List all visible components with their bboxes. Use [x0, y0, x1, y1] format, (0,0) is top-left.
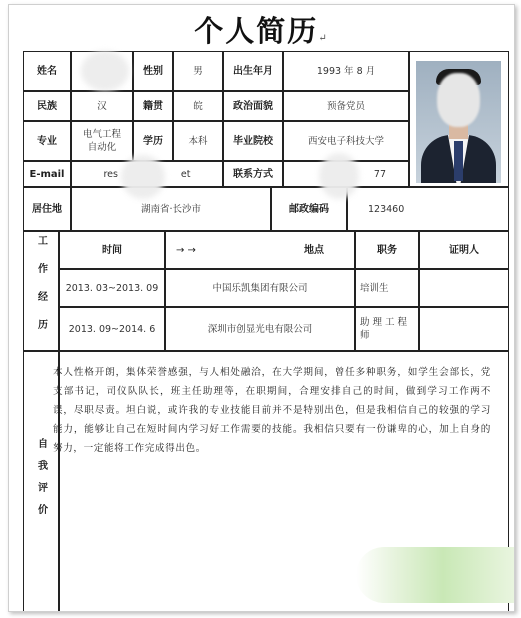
resume-title: [9, 9, 514, 49]
postal-value: 123460: [347, 187, 509, 231]
work-col-job: 职务: [355, 231, 419, 269]
origin-label: 籍贯: [133, 91, 173, 121]
blurred-face: [437, 73, 480, 127]
email-label: E-mail: [23, 161, 71, 187]
privacy-blur-phone: [319, 153, 359, 199]
gender-value: 男: [173, 51, 223, 91]
work-col-place: 地点: [304, 244, 324, 256]
origin-value: 皖: [173, 91, 223, 121]
work-section-label: 工作经历: [23, 231, 59, 351]
title-text: 个人简历: [194, 14, 319, 48]
political-label: 政治面貌: [223, 91, 283, 121]
major-value-line2: 自动化: [87, 142, 117, 153]
profile-photo: [416, 61, 501, 183]
ethnic-value: 汉: [71, 91, 133, 121]
watermark-blob: [356, 547, 514, 603]
birth-value: 1993 年 8 月: [283, 51, 409, 91]
self-eval-label: 自我评价: [23, 351, 59, 612]
major-value: [71, 121, 133, 161]
political-value: 预备党员: [283, 91, 409, 121]
residence-value: 湖南省·长沙市: [71, 187, 271, 231]
degree-label: 学历: [133, 121, 173, 161]
work-row-1-job: 培训生: [355, 269, 419, 307]
birth-label: 出生年月: [223, 51, 283, 91]
resume-page: [8, 4, 515, 612]
paragraph-mark: ↵: [318, 33, 329, 44]
residence-label: 居住地: [23, 187, 71, 231]
school-value: 西安电子科技大学: [283, 121, 409, 161]
ethnic-label: 民族: [23, 91, 71, 121]
work-row-1-time: 2013. 03~2013. 09: [59, 269, 165, 307]
work-col-time: 时间: [59, 231, 165, 269]
header-arrows: → →: [176, 244, 196, 256]
work-row-1-witness: [419, 269, 509, 307]
work-col-place-header: [165, 231, 355, 269]
email-value-end: et: [180, 168, 191, 180]
major-label: 专业: [23, 121, 71, 161]
privacy-blur-email: [121, 155, 165, 199]
contact-label: 联系方式: [223, 161, 283, 187]
work-row-2-time: 2013. 09~2014. 6: [59, 307, 165, 351]
contact-value-end: 77: [373, 168, 386, 180]
work-col-witness: 证明人: [419, 231, 509, 269]
postal-label: 邮政编码: [271, 187, 347, 231]
degree-value: 本科: [173, 121, 223, 161]
gender-label: 性别: [133, 51, 173, 91]
email-value-start: res: [103, 168, 118, 180]
work-row-2-job: 助 理 工 程 师: [355, 307, 419, 351]
name-label: 姓名: [23, 51, 71, 91]
self-eval-text: 本人性格开朗，集体荣誉感强，与人相处融洽，在大学期间，曾任多种职务，如学生会部长，党支部书记，司仪队队长，班主任助理等，在职期间，合理安排自己的时间，做到学习工作两不误，尽职尽责。坦白说，或许我的专业技能目前并不是特别出色，但是我相信自己的较强的学习能力，能够让自己在短时间内学习好工作需要的技能。我相信只要有一份谦卑的心，加上自身的努力，一定能将工作完成得出色。: [53, 367, 491, 454]
school-label: 毕业院校: [223, 121, 283, 161]
work-row-1-place: 中国乐凯集团有限公司: [165, 269, 355, 307]
major-value-line1: 电气工程: [82, 129, 121, 140]
work-row-2-place: 深圳市创显光电有限公司: [165, 307, 355, 351]
privacy-blur-name: [81, 51, 129, 91]
work-row-2-witness: [419, 307, 509, 351]
